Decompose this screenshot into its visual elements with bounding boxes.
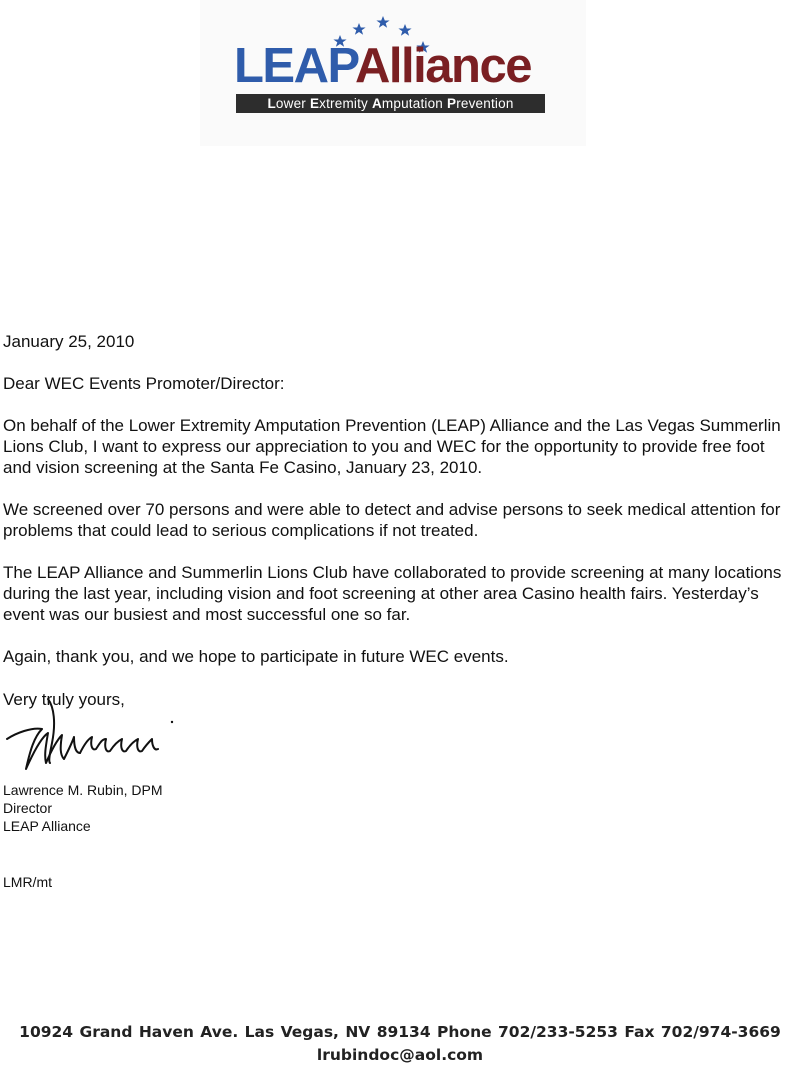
tagline-initial: P bbox=[446, 96, 457, 111]
tagline-initial: E bbox=[309, 96, 320, 111]
signatory-title: Director bbox=[3, 800, 53, 816]
star-icon bbox=[376, 16, 389, 28]
logo-wordmark bbox=[234, 39, 531, 93]
logo-leap-text: LEAP bbox=[234, 39, 356, 93]
logo-alliance-text: Alliance bbox=[355, 39, 531, 93]
tagline-initial: A bbox=[371, 96, 382, 111]
tagline-word: mputation bbox=[381, 96, 447, 111]
typist-initials: LMR/mt bbox=[3, 874, 52, 890]
logo-tagline bbox=[236, 94, 545, 113]
footer-email: lrubindoc@aol.com bbox=[316, 1046, 484, 1064]
letterhead-logo bbox=[200, 0, 586, 146]
star-icon bbox=[398, 24, 411, 36]
letter-paragraph: We screened over 70 persons and were able to detect and advise persons to seek medical attention for problems that could lead to serious complications if not treated. bbox=[3, 500, 781, 540]
letter-salutation: Dear WEC Events Promoter/Director: bbox=[3, 374, 285, 393]
letter-paragraph: The LEAP Alliance and Summerlin Lions Club have collaborated to provide screening at many locations during the last year, including vision and foot screening at other area Casino health fairs. Yesterday’s event was our busiest and most successful one so far. bbox=[3, 563, 782, 624]
signatory-organization: LEAP Alliance bbox=[3, 818, 91, 834]
signatory-name: Lawrence M. Rubin, DPM bbox=[3, 782, 163, 798]
handwritten-signature bbox=[4, 693, 184, 785]
tagline-word: revention bbox=[456, 96, 514, 111]
letter-paragraph: Again, thank you, and we hope to participate in future WEC events. bbox=[3, 647, 509, 666]
tagline-initial: L bbox=[267, 96, 276, 111]
footer-address: 10924 Grand Haven Ave. Las Vegas, NV 89134 Phone 702/233-5253 Fax 702/974-3669 bbox=[19, 1023, 781, 1041]
tagline-word: ower bbox=[275, 96, 310, 111]
star-icon bbox=[352, 23, 365, 35]
letter-closing: Very truly yours, bbox=[3, 690, 125, 709]
tagline-word: xtremity bbox=[319, 96, 372, 111]
letter-paragraph: On behalf of the Lower Extremity Amputation Prevention (LEAP) Alliance and the Las Vegas Summerlin Lions Club, I want to express our appreciation to you and WEC for the opportunity to provide free foot and vision screening at the Santa Fe Casino, January 23, 2010. bbox=[3, 416, 781, 477]
letter-date: January 25, 2010 bbox=[3, 332, 135, 351]
